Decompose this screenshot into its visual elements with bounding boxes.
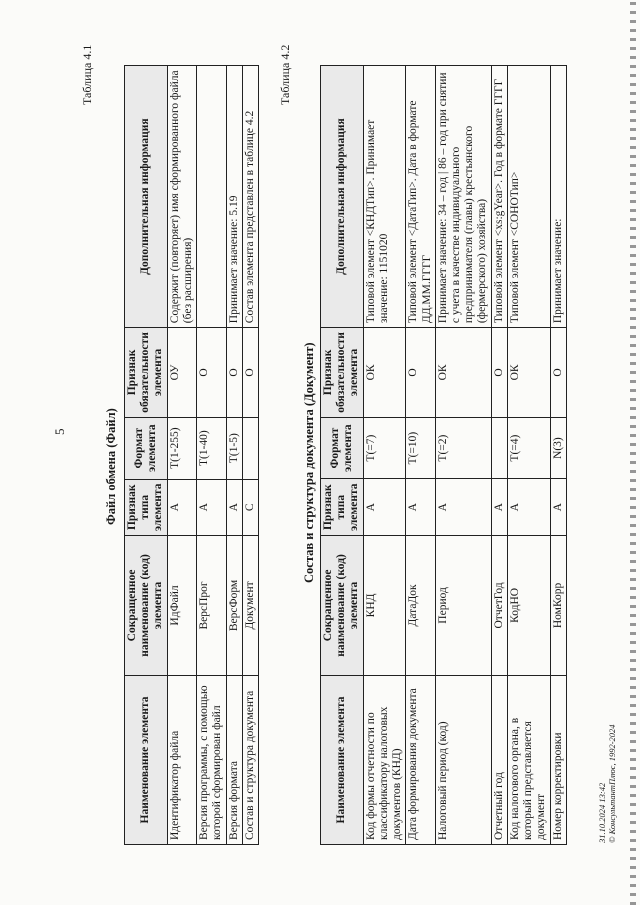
cell-name: Налоговый период (код) <box>435 675 491 844</box>
table-row <box>507 66 550 845</box>
cell-type: А <box>167 479 196 535</box>
page-number: 5 <box>52 428 67 435</box>
cell-info: Принимает значение: 34 – год | 86 – год при снятии с учета в качестве индивидуального предпринимателя (главы) крестьянского (фермерского) хозяйства) <box>435 66 491 328</box>
cell-type: А <box>507 479 550 535</box>
header-cell: Сокращенное наименование (код) элемента <box>125 535 168 675</box>
cell-code: ВерсФорм <box>226 535 242 675</box>
cell-required: О <box>550 328 566 418</box>
cell-required: О <box>242 328 258 418</box>
cell-format: Т(=7) <box>363 417 406 479</box>
cell-required: О <box>406 328 435 418</box>
cell-code: ИдФайл <box>167 535 196 675</box>
cell-info: Принимает значение: 5.19 <box>226 66 242 328</box>
cell-info <box>197 66 226 328</box>
cell-info: Состав элемента представлен в таблице 4.2 <box>242 66 258 328</box>
table-row <box>435 66 491 845</box>
header-cell: Сокращенное наименование (код) элемента <box>321 535 364 675</box>
table-4-1-title: Файл обмена (Файл) <box>104 408 118 525</box>
header-cell: Формат элемента <box>125 417 168 479</box>
cell-format <box>242 417 258 479</box>
table-4-1 <box>124 65 259 845</box>
cell-required: ОУ <box>167 328 196 418</box>
cell-name: Версия программы, с помощью которой сформирован файл <box>197 675 226 844</box>
scan-edge-artifact <box>630 0 636 905</box>
cell-info: Принимает значение: <box>550 66 566 328</box>
cell-code: КНД <box>363 535 406 675</box>
cell-type: А <box>363 479 406 535</box>
cell-info: Содержит (повторяет) имя сформированного файла (без расширения) <box>167 66 196 328</box>
cell-info: Типовой элемент <КНДТип>. Принимает значение: 1151020 <box>363 66 406 328</box>
cell-format: Т(1-255) <box>167 417 196 479</box>
header-cell: Наименование элемента <box>321 675 364 844</box>
cell-required: О <box>491 328 507 418</box>
cell-code: Период <box>435 535 491 675</box>
cell-required: О <box>226 328 242 418</box>
table-row <box>406 66 435 845</box>
table-4-2-label: Таблица 4.2 <box>278 44 292 105</box>
header-cell: Дополнительная информация <box>125 66 168 328</box>
cell-type: А <box>491 479 507 535</box>
header-cell: Наименование элемента <box>125 675 168 844</box>
cell-required: ОК <box>363 328 406 418</box>
cell-code: ВерсПрог <box>197 535 226 675</box>
cell-code: ДатаДок <box>406 535 435 675</box>
cell-type: А <box>226 479 242 535</box>
header-cell: Признак типа элемента <box>321 479 364 535</box>
cell-info: Типовой элемент <xs:gYear>. Год в формате ГГГГ <box>491 66 507 328</box>
cell-required: О <box>197 328 226 418</box>
header-cell: Признак обязательности элемента <box>125 328 168 418</box>
table-row <box>167 66 196 845</box>
cell-type: А <box>197 479 226 535</box>
cell-format: Т(=2) <box>435 417 491 479</box>
table-header-row <box>125 66 168 845</box>
cell-info: Типовой элемент <СОНОТип> <box>507 66 550 328</box>
cell-type: А <box>435 479 491 535</box>
cell-type: А <box>550 479 566 535</box>
header-cell: Признак обязательности элемента <box>321 328 364 418</box>
cell-code: НомКорр <box>550 535 566 675</box>
cell-code: ОтчетГод <box>491 535 507 675</box>
header-cell: Признак типа элемента <box>125 479 168 535</box>
cell-type: С <box>242 479 258 535</box>
table-row <box>491 66 507 845</box>
cell-name: Код формы отчетности по классификатору налоговых документов (КНД) <box>363 675 406 844</box>
cell-format <box>491 417 507 479</box>
stamp-copyright: © КонсультантПлюс, 1992-2024 <box>606 724 617 843</box>
cell-format: Т(1-40) <box>197 417 226 479</box>
consultant-stamp <box>598 724 618 843</box>
table-4-2-title: Состав и структура документа (Документ) <box>302 342 316 583</box>
cell-required: ОК <box>435 328 491 418</box>
cell-code: Документ <box>242 535 258 675</box>
cell-type: А <box>406 479 435 535</box>
cell-format: N(3) <box>550 417 566 479</box>
table-row <box>550 66 566 845</box>
table-row <box>197 66 226 845</box>
cell-name: Состав и структура документа <box>242 675 258 844</box>
cell-format: Т(=10) <box>406 417 435 479</box>
stamp-datetime: 31.10.2024 13:42 <box>597 782 607 843</box>
table-row <box>363 66 406 845</box>
table-4-1-label: Таблица 4.1 <box>80 44 94 105</box>
cell-format: Т(1-5) <box>226 417 242 479</box>
cell-name: Версия формата <box>226 675 242 844</box>
cell-required: ОК <box>507 328 550 418</box>
cell-info: Типовой элемент <ДатаТип>. Дата в формате ДД.ММ.ГГГГ <box>406 66 435 328</box>
cell-format: Т(=4) <box>507 417 550 479</box>
header-cell: Дополнительная информация <box>321 66 364 328</box>
table-header-row <box>321 66 364 845</box>
table-4-2 <box>320 65 567 845</box>
table-row <box>226 66 242 845</box>
cell-name: Номер корректировки <box>550 675 566 844</box>
cell-name: Дата формирования документа <box>406 675 435 844</box>
cell-name: Идентификатор файла <box>167 675 196 844</box>
cell-name: Код налогового органа, в который представляется документ <box>507 675 550 844</box>
header-cell: Формат элемента <box>321 417 364 479</box>
cell-name: Отчетный год <box>491 675 507 844</box>
cell-code: КодНО <box>507 535 550 675</box>
table-row <box>242 66 258 845</box>
